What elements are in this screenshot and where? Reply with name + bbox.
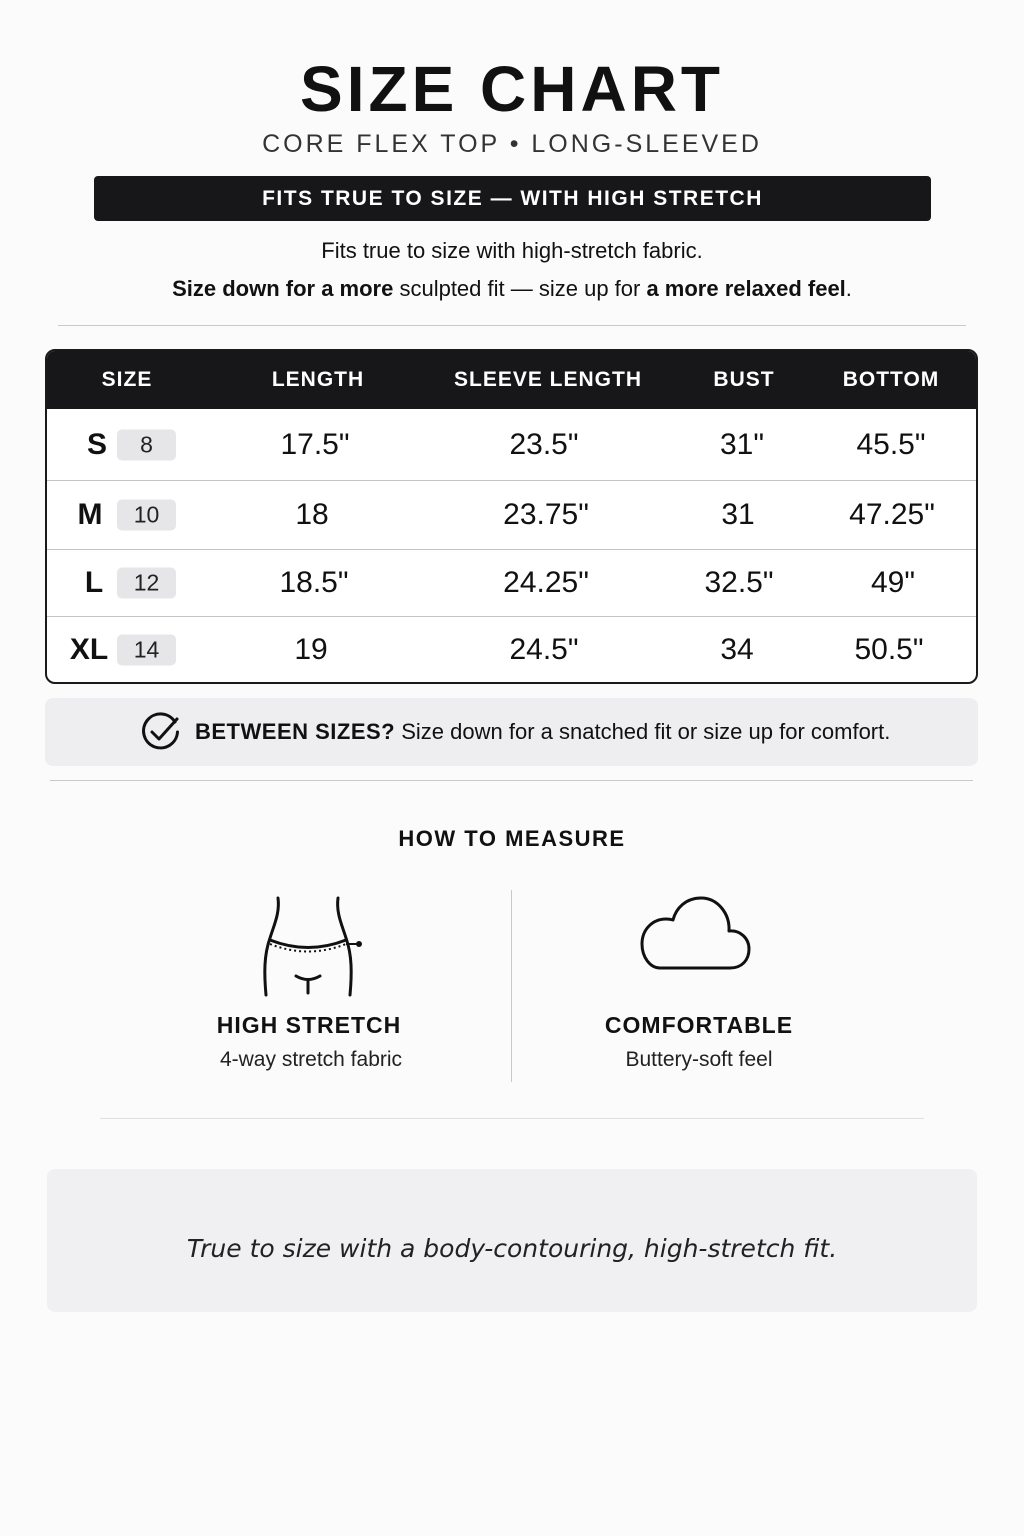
note-text [195,698,890,766]
column-header-length: LENGTH [271,368,365,391]
fit-banner: FITS TRUE TO SIZE — WITH HIGH STRETCH [94,176,931,221]
length-value: 17.5" [280,427,350,461]
sleeve-length-value: 24.25" [503,566,589,599]
sleeve-length-value: 23.5" [509,427,579,461]
feature-divider [511,890,512,1082]
column-header-bottom: BOTTOM [842,368,940,391]
size-number-badge: 12 [117,568,176,599]
table-row [47,409,976,480]
size-label: S [86,427,108,461]
sleeve-length-value: 24.5" [509,632,579,666]
divider [50,780,973,781]
waist-measure-icon [258,893,368,999]
note-label: BETWEEN SIZES? [195,719,396,744]
size-number-badge: 14 [117,634,176,665]
bottom-value: 47.25" [849,498,935,531]
feature-subtitle-comfortable: Buttery-soft feel [625,1048,773,1071]
size-label: M [77,498,103,531]
length-value: 19 [294,632,328,666]
intro-line-2 [0,276,1024,302]
size-label: L [84,566,104,599]
size-number-badge: 8 [117,429,176,460]
column-header-sleeve-length: SLEEVE LENGTH [453,368,643,391]
bottom-value: 49" [870,566,916,599]
feature-title-comfortable: COMFORTABLE [604,1012,794,1038]
note-body: Size down for a snatched fit or size up for comfort. [395,719,891,744]
sleeve-length-value: 23.75" [503,498,589,531]
bust-value: 34 [720,632,754,666]
column-header-bust: BUST [713,368,775,391]
length-value: 18 [295,498,329,531]
intro-line-1: Fits true to size with high-stretch fabric. [321,238,703,263]
intro-bold-2: a more relaxed feel [646,276,846,301]
size-number-badge: 10 [117,500,176,531]
intro-normal-1: sculpted fit — size up for [393,276,647,301]
size-label: XL [69,632,109,666]
bottom-value: 50.5" [854,632,924,666]
feature-subtitle-high-stretch: 4-way stretch fabric [219,1048,403,1071]
column-header-size: SIZE [101,368,153,391]
intro-bold-1: Size down for a more [172,276,394,301]
table-row [47,616,976,682]
how-to-measure-heading: HOW TO MEASURE [398,826,626,851]
bust-value: 31" [719,427,765,461]
page-title: SIZE CHART [300,53,724,125]
divider [100,1118,924,1119]
intro-normal-2: . [845,276,852,301]
check-circle-icon [139,710,183,754]
table-row [47,549,976,616]
tagline-box [47,1169,977,1312]
feature-title-high-stretch: HIGH STRETCH [216,1012,402,1038]
bottom-value: 45.5" [856,427,926,461]
tagline: True to size with a body-contouring, high-stretch fit. [186,1234,838,1263]
bust-value: 31 [721,498,755,531]
length-value: 18.5" [279,566,349,599]
cloud-icon [638,894,752,972]
product-subtitle: CORE FLEX TOP • LONG-SLEEVED [262,130,762,158]
divider [58,325,966,326]
table-header [47,351,976,409]
bust-value: 32.5" [704,566,774,599]
table-row [47,480,976,549]
between-sizes-note [45,698,978,766]
size-table [45,349,978,684]
